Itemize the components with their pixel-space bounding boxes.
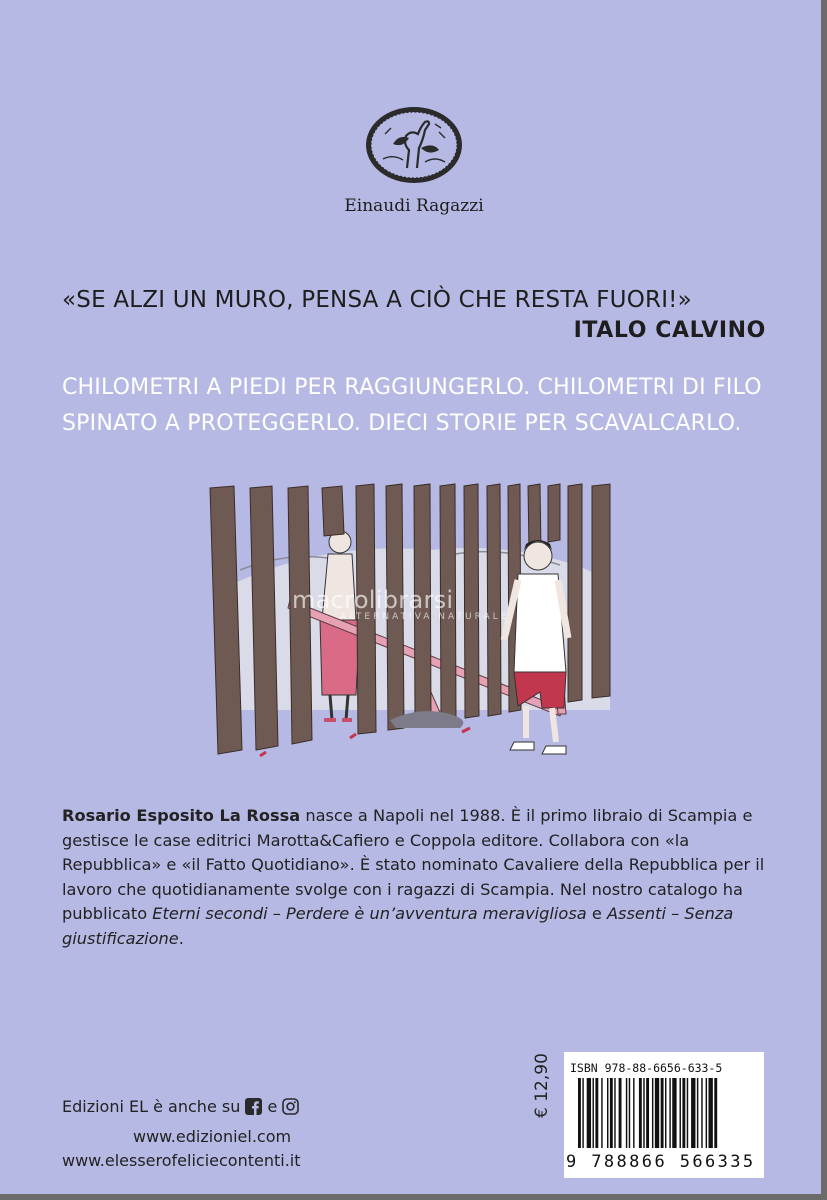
tagline-line-1: CHILOMETRI A PIEDI PER RAGGIUNGERLO. CHILOMETRI DI FILO [62, 375, 762, 400]
social-line [62, 1097, 299, 1116]
epigraph-author: ITALO CALVINO [573, 318, 766, 343]
watermark-subtitle: ALTERNATIVA NATURALE [340, 612, 510, 622]
bio-text-3: . [178, 928, 184, 948]
price-label: € 12,90 [532, 1053, 552, 1118]
watermark [292, 586, 582, 622]
ostrich-seal-icon [363, 104, 465, 186]
bio-text-1: nasce a Napoli nel 1988. È il primo libraio di Scampia e gestisce le case editrici Marotta&Cafiero e Coppola editore. Collabora con «la Repubblica» e «il Fatto Quotidiano». È stato nominato Cavaliere della Repubblica per il lavoro che quotidianamente svolge con i ragazzi di Scampia. Nel nostro catalogo ha pubblicato [62, 806, 765, 923]
website-link-2[interactable]: www.elesserofeliciecontenti.it [62, 1151, 301, 1170]
bio-text-2: e [586, 904, 607, 923]
social-prefix: Edizioni EL è anche su [62, 1097, 241, 1116]
author-bio [62, 804, 774, 951]
publisher-name: Einaudi Ragazzi [344, 196, 484, 216]
book-title-2: Assenti – Senza giustificazione [62, 904, 734, 948]
facebook-icon[interactable] [245, 1098, 262, 1115]
watermark-brand: macrolibrarsi [292, 586, 454, 614]
barcode-icon [578, 1078, 758, 1148]
ean-digits: 9 788866 566335 [566, 1152, 756, 1172]
tagline [62, 370, 782, 442]
tagline-line-2: SPINATO A PROTEGGERLO. DIECI STORIE PER SCAVALCARLO. [62, 411, 742, 436]
website-link-1[interactable]: www.edizioniel.com [133, 1127, 292, 1146]
instagram-icon[interactable] [282, 1098, 299, 1115]
author-name: Rosario Esposito La Rossa [62, 806, 301, 825]
social-joiner: e [267, 1097, 278, 1116]
isbn-label: ISBN 978-88-6656-633-5 [570, 1061, 723, 1075]
book-title-1: Eterni secondi – Perdere è un’avventura meravigliosa [152, 904, 587, 923]
epigraph-quote: «SE ALZI UN MURO, PENSA A CIÒ CHE RESTA FUORI!» [62, 287, 692, 313]
